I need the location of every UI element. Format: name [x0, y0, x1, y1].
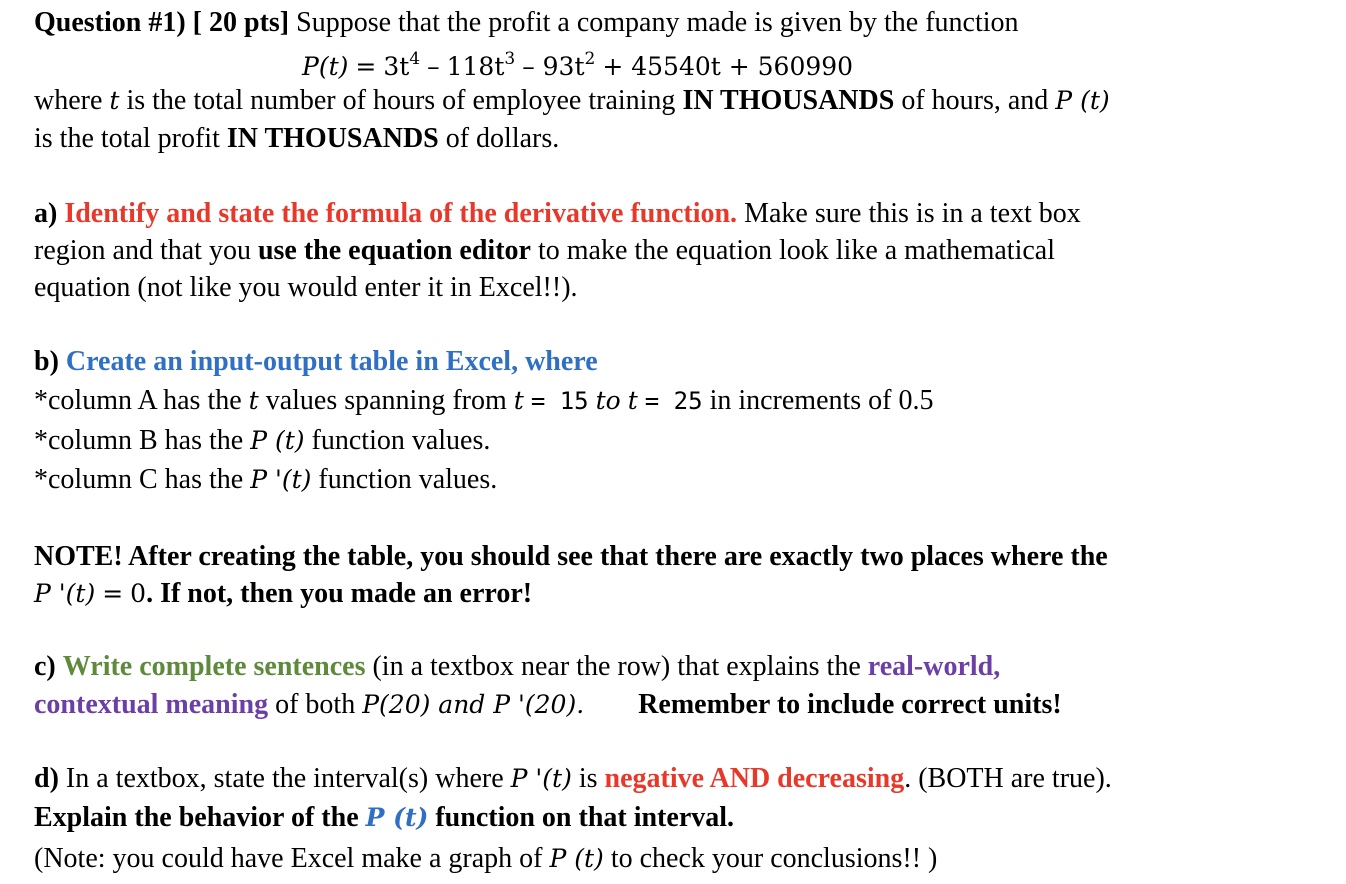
profit-text: is the total profit — [34, 123, 220, 154]
column-b-text-2: function values. — [311, 425, 491, 456]
part-c-highlight: Write complete sentences — [62, 651, 366, 682]
part-a-highlight: Identify and state the formula of the derivative function. — [64, 198, 738, 229]
profit-text-2: of dollars. — [445, 123, 560, 154]
variable-definition-t — [34, 84, 1110, 118]
function-P: P (t) — [365, 803, 429, 832]
column-a-text: *column A has the — [34, 385, 242, 416]
variable-t: t — [513, 386, 524, 415]
range-end: = 25 — [644, 387, 703, 415]
where-text: where — [34, 85, 103, 116]
variable-P: P (t) — [1055, 86, 1110, 115]
thousands-emphasis: IN THOUSANDS — [682, 85, 895, 116]
part-a-label: a) — [34, 198, 58, 229]
part-a-line-3 — [34, 271, 578, 305]
part-c-line-2 — [34, 688, 1062, 722]
part-b-label: b) — [34, 346, 59, 377]
graph-note-text: (Note: you could have Excel make a graph of — [34, 843, 543, 874]
question-label: Question #1) [ 20 pts] — [34, 7, 290, 38]
part-a-line-2 — [34, 234, 1055, 268]
part-b-line-1 — [34, 345, 598, 379]
part-d-highlight: negative AND decreasing — [604, 763, 905, 794]
part-a-text-2a: region and that you — [34, 235, 251, 266]
term3-exponent: 2 — [584, 49, 596, 69]
part-c-text-1: (in a textbox near the row) that explains the — [372, 651, 861, 682]
increment-text: in increments of 0.5 — [709, 385, 934, 416]
variable-t: t — [627, 386, 638, 415]
note-text-2: . If not, then you made an error! — [146, 578, 533, 609]
note-line-1 — [34, 540, 1108, 574]
question-heading — [34, 6, 1019, 40]
part-b-column-c — [34, 463, 497, 497]
function-P: P (t) — [250, 426, 305, 455]
profit-function-equation — [302, 42, 853, 84]
part-c-line-1 — [34, 650, 1000, 684]
variable-t: t — [248, 386, 259, 415]
part-b-column-a — [34, 384, 934, 418]
thousands-emphasis-2: IN THOUSANDS — [226, 123, 439, 154]
part-d-text-1: In a textbox, state the interval(s) where — [65, 763, 504, 794]
part-a-line-1 — [34, 197, 1081, 231]
part-c-text-2: of both — [275, 689, 356, 720]
function-P: P (t) — [549, 844, 604, 873]
term1-exponent: 4 — [409, 49, 421, 69]
part-b-column-b — [34, 424, 490, 458]
part-d-text-3: . (BOTH are true). — [904, 763, 1112, 794]
graph-note-text-2: to check your conclusions!! ) — [610, 843, 938, 874]
note-text: NOTE! After creating the table, you should see that there are exactly two places where the — [34, 541, 1108, 572]
part-d-text-2: is — [578, 763, 598, 794]
column-c-text: *column C has the — [34, 464, 244, 495]
zero-value: 0 — [130, 579, 147, 608]
equals-sign: = — [355, 52, 377, 81]
where-text-2: is the total number of hours of employee training — [126, 85, 676, 116]
range-start: = 15 — [530, 387, 589, 415]
column-b-text: *column B has the — [34, 425, 244, 456]
real-world-emphasis: real-world, — [867, 651, 1001, 682]
function-P-prime: P '(t) — [250, 465, 312, 494]
column-a-text-2: values spanning from — [265, 385, 507, 416]
function-name: P(t) — [302, 52, 349, 81]
term1-coefficient: 3t — [383, 52, 410, 81]
equation-editor-emphasis: use the equation editor — [257, 235, 531, 266]
term3-coefficient: – 93t — [522, 52, 585, 81]
term2-coefficient: 118t — [446, 52, 505, 81]
part-a-text-2b: to make the equation look like a mathematical — [537, 235, 1055, 266]
part-d-line-1 — [34, 762, 1112, 796]
where-text-3: of hours, and — [901, 85, 1049, 116]
to-text: to — [595, 386, 621, 415]
function-P-prime: P '(t) — [510, 764, 572, 793]
part-b-highlight: Create an input-output table in Excel, where — [65, 346, 598, 377]
variable-definition-p — [34, 122, 559, 156]
function-P-prime: P '(t) — [34, 579, 96, 608]
units-reminder: Remember to include correct units! — [638, 689, 1062, 720]
note-line-2 — [34, 577, 532, 611]
term2-exponent: 3 — [504, 49, 516, 69]
part-a-text-3: equation (not like you would enter it in Excel!!). — [34, 272, 578, 303]
column-c-text-2: function values. — [318, 464, 498, 495]
remaining-terms: + 45540t + 560990 — [602, 52, 854, 81]
explain-text-2: function on that interval. — [435, 802, 735, 833]
minus-sign: – — [427, 52, 440, 81]
part-d-line-3 — [34, 842, 937, 876]
part-d-label: d) — [34, 763, 59, 794]
equals-sign: = — [102, 579, 124, 608]
variable-t: t — [109, 86, 120, 115]
evaluated-functions: P(20) and P '(20). — [362, 690, 585, 719]
explain-text: Explain the behavior of the — [34, 802, 359, 833]
contextual-meaning-emphasis: contextual meaning — [34, 689, 269, 720]
part-c-label: c) — [34, 651, 56, 682]
question-intro: Suppose that the profit a company made is given by the function — [296, 7, 1019, 38]
part-d-line-2 — [34, 801, 734, 835]
part-a-text-1: Make sure this is in a text box — [744, 198, 1081, 229]
